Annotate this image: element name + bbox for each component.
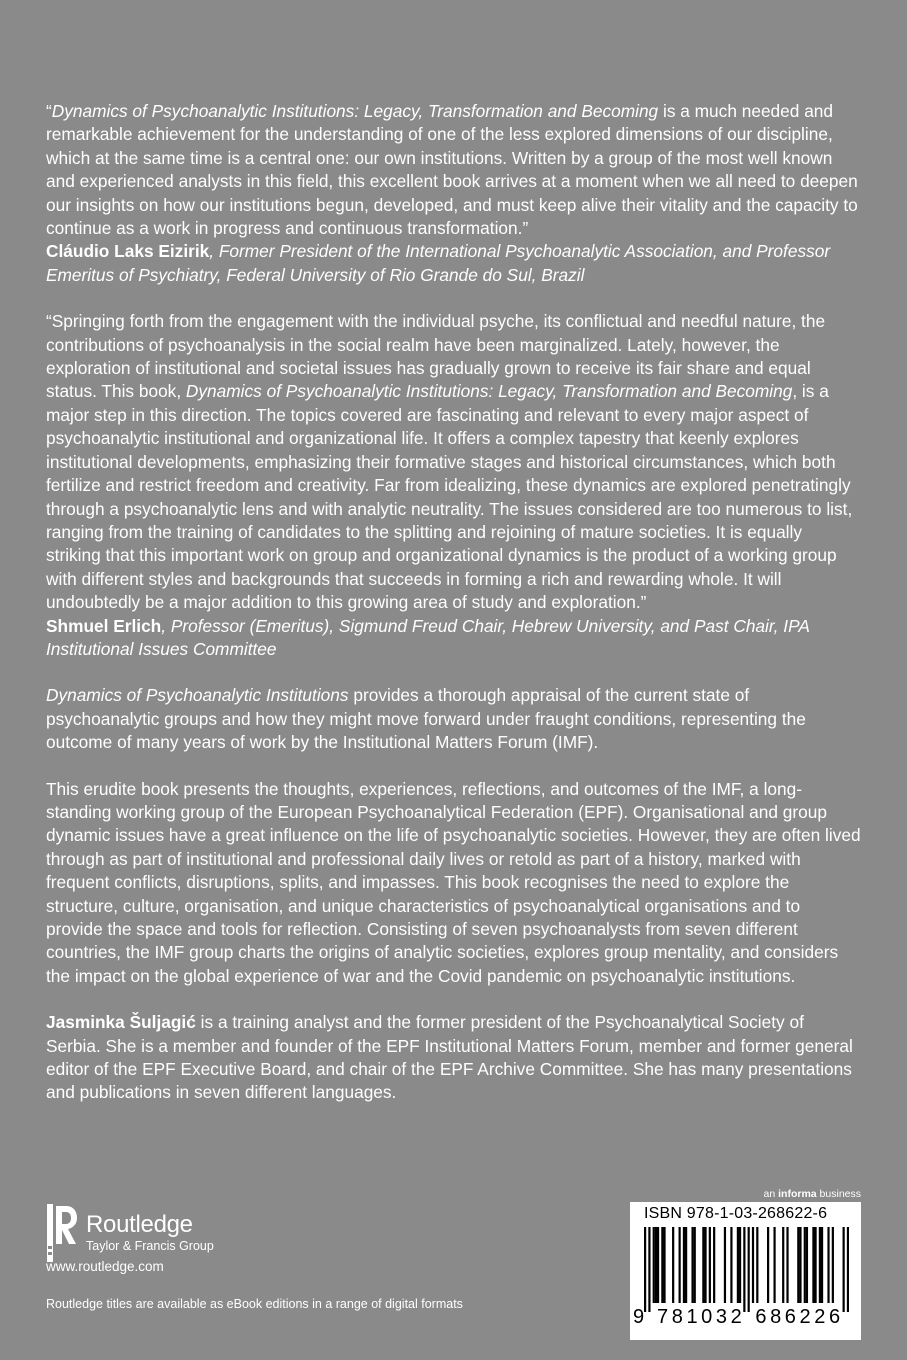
barcode-bar bbox=[819, 1227, 821, 1303]
barcode-bars-icon bbox=[644, 1227, 849, 1312]
barcode-bar bbox=[730, 1227, 732, 1303]
endorsement-1-quote: “Dynamics of Psychoanalytic Institutions: Legacy, Transformation and Becoming is a much needed and remarkable achievement for the understanding of one of the less explored dimensions of our discipline, which at the same time is a central one: our own institutions. Written by a group of the most well known and experienced analysts in this field, this excellent book arrives at a moment when we all need to deepen our insights on how our institutions begun, developed, and must keep alive their vitality and the capacity to continue as a work in progress and continuous transformation.” bbox=[46, 101, 858, 239]
informa-brand: informa bbox=[778, 1188, 817, 1200]
ebook-note: Routledge titles are available as eBook editions in a range of digital formats bbox=[46, 1297, 463, 1311]
barcode-bar bbox=[748, 1227, 750, 1312]
barcode-bar bbox=[657, 1227, 659, 1303]
barcode-bar bbox=[806, 1227, 808, 1303]
barcode-bar bbox=[644, 1227, 646, 1312]
barcode-bar bbox=[743, 1227, 745, 1312]
endorser-name: Shmuel Erlich bbox=[46, 615, 162, 636]
publisher-logo bbox=[46, 1204, 214, 1262]
isbn-label: ISBN 978-1-03-268622-6 bbox=[644, 1205, 828, 1222]
back-cover-text bbox=[46, 100, 861, 1128]
barcode-digit-group-2: 686226 bbox=[755, 1306, 844, 1328]
barcode-digit-group-1: 781032 bbox=[657, 1306, 746, 1328]
routledge-r-icon bbox=[46, 1204, 78, 1262]
barcode-bar bbox=[702, 1227, 704, 1303]
barcode-bar bbox=[691, 1227, 693, 1303]
barcode-bar bbox=[832, 1227, 834, 1303]
book-title: Dynamics of Psychoanalytic Institutions: Legacy, Transformation and Becoming bbox=[51, 101, 659, 121]
barcode-bar bbox=[709, 1227, 711, 1303]
endorsement-2-quote: “Springing forth from the engagement with the individual psyche, its conflictual and needful nature, the contributions of psychoanalysis in the social realm have been marginalized. Lately, however, the exploration of institutional and societal issues has gradually grown to receive its fair share and equal status. This book, Dynamics of Psychoanalytic Institutions: Legacy, Transformation and Becoming, is a major step in this direction. The topics covered are fascinating and relevant to every major aspect of psychoanalytic institutional and organizational life. It offers a complex tapestry that keenly explores institutional developments, emphasizing their formative stages and historical circumstances, which both fertilize and restrict freedom and creativity. Far from idealizing, these dynamics are explored penetratingly through a psychoanalytic lens and with analytic neutrality. The issues considered are too numerous to list, ranging from the training of candidates to the splitting and rejoining of mature societies. It is equally striking that this important work on group and organizational dynamics is the product of a working group with different styles and backgrounds that succeeds in forming a rich and rewarding whole. It will undoubtedly be a major addition to this growing area of study and exploration.” bbox=[46, 311, 853, 613]
publisher-group: Taylor & Francis Group bbox=[86, 1239, 214, 1254]
barcode-bar bbox=[704, 1227, 706, 1303]
book-title: Dynamics of Psychoanalytic Institutions bbox=[46, 685, 349, 706]
barcode-bar bbox=[679, 1227, 681, 1303]
endorsement-2-attribution bbox=[46, 615, 861, 662]
barcode-bar bbox=[724, 1227, 726, 1303]
barcode-bar bbox=[648, 1227, 650, 1312]
barcode-bar bbox=[685, 1227, 687, 1303]
barcode-bar bbox=[847, 1227, 849, 1312]
publisher-names bbox=[86, 1213, 214, 1253]
barcode-bar bbox=[827, 1227, 829, 1303]
barcode-bar bbox=[799, 1227, 801, 1303]
barcode-bar bbox=[797, 1227, 799, 1303]
endorser-name: Cláudio Laks Eizirik bbox=[46, 241, 210, 262]
barcode-digit-first: 9 bbox=[633, 1306, 645, 1328]
author-name: Jasminka Šuljagić bbox=[46, 1012, 196, 1033]
publisher-url[interactable]: www.routledge.com bbox=[46, 1259, 164, 1274]
endorsement-1 bbox=[46, 100, 861, 287]
barcode-bar bbox=[713, 1227, 715, 1303]
endorser-role: , Professor (Emeritus), Sigmund Freud Chair, Hebrew University, and Past Chair, IPA Institutional Issues Committee bbox=[46, 615, 810, 659]
description-paragraph-1: Dynamics of Psychoanalytic Institutions provides a thorough appraisal of the current state of psychoanalytic groups and how they might move forward under fraught conditions, representing the outcome of many years of work by the Institutional Matters Forum (IMF). bbox=[46, 685, 806, 753]
description-paragraph-2: This erudite book presents the thoughts, experiences, reflections, and outcomes of the IMF, a long-standing working group of the European Psychoanalytical Federation (EPF). Organisational and group dynamic issues have a great influence on the life of psychoanalytic societies. However, they are often lived through as part of institutional and professional daily lives or retold as part of a history, marked with frequent conflicts, disruptions, splits, and impasses. This book recognises the need to explore the structure, culture, organisation, and unique characteristics of psychoanalytical organisations and to provide the space and tools for reflection. Consisting of seven psychoanalysts from seven different countries, the IMF group charts the origins of analytic societies, explores group mentality, and considers the impact on the global experience of war and the Covid pandemic on psychoanalytic institutions. bbox=[46, 778, 861, 986]
barcode-bar bbox=[773, 1227, 775, 1303]
barcode-bar bbox=[782, 1227, 784, 1303]
barcode-digits bbox=[630, 1306, 861, 1329]
barcode-bar bbox=[767, 1227, 769, 1303]
barcode-bar bbox=[804, 1227, 806, 1303]
publisher-name: Routledge bbox=[86, 1211, 193, 1239]
barcode-bar bbox=[756, 1227, 758, 1303]
barcode-bar bbox=[694, 1227, 696, 1303]
barcode-bar bbox=[752, 1227, 754, 1303]
barcode-bar bbox=[737, 1227, 739, 1303]
barcode-bar bbox=[672, 1227, 674, 1303]
barcode-bar bbox=[663, 1227, 665, 1303]
endorser-role: , Former President of the International Psychoanalytic Association, and Professor Emeritus of Psychiatry, Federal University of Rio Grande do Sul, Brazil bbox=[46, 241, 831, 285]
barcode-bar bbox=[739, 1227, 741, 1303]
endorsement-2 bbox=[46, 310, 861, 661]
author-bio: Jasminka Šuljagić is a training analyst and the former president of the Psychoanalytical Society of Serbia. She is a member and founder of the EPF Institutional Matters Forum, member and former general editor of the EPF Executive Board, and chair of the EPF Archive Committee. She has many presentations and publications in seven different languages. bbox=[46, 1012, 853, 1103]
barcode-bar bbox=[821, 1227, 823, 1303]
barcode-bar bbox=[786, 1227, 788, 1303]
informa-business-note: an informa business bbox=[763, 1188, 861, 1200]
barcode-bar bbox=[843, 1227, 845, 1312]
barcode-bar bbox=[661, 1227, 663, 1303]
endorsement-1-attribution bbox=[46, 240, 861, 287]
barcode-bar bbox=[683, 1227, 685, 1303]
isbn-barcode bbox=[630, 1202, 861, 1340]
barcode-bar bbox=[814, 1227, 816, 1303]
book-title: Dynamics of Psychoanalytic Institutions: Legacy, Transformation and Becoming bbox=[185, 381, 793, 402]
barcode-bar bbox=[653, 1227, 655, 1303]
barcode-bar bbox=[812, 1227, 814, 1303]
barcode-bar bbox=[655, 1227, 657, 1303]
